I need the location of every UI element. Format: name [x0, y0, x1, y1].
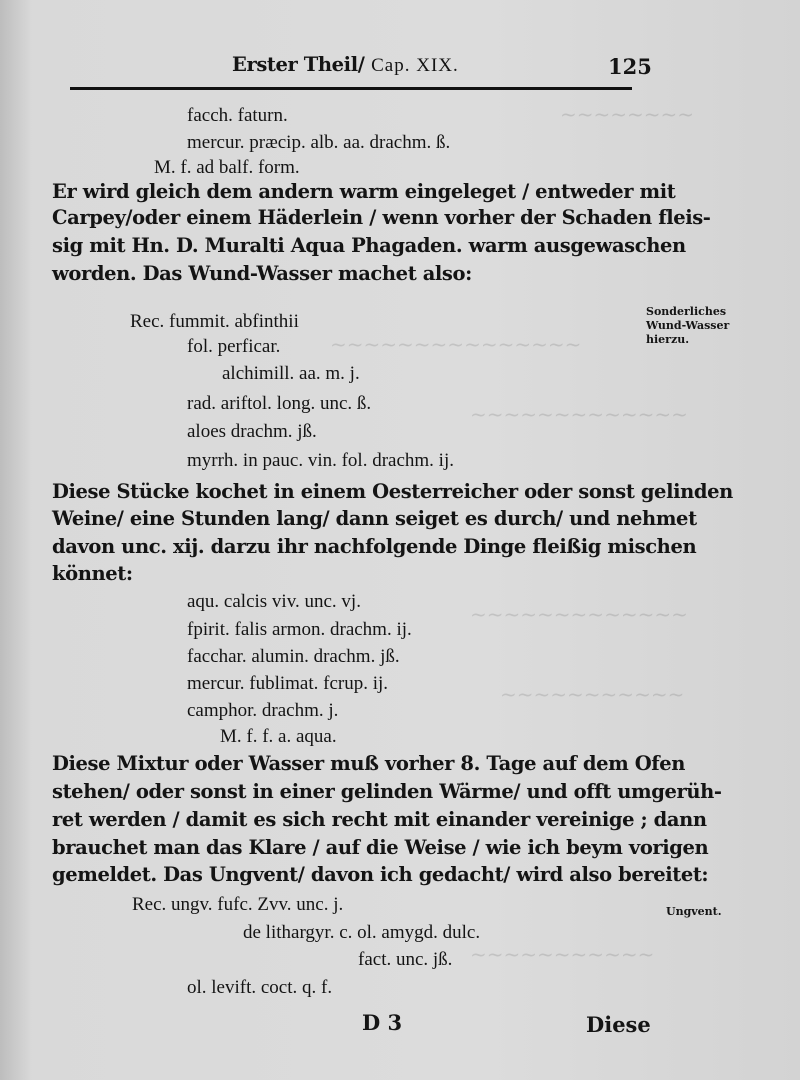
text-line: aqu. calcis viv. unc. vj.	[187, 591, 361, 612]
text-line: fpirit. falis armon. drachm. ij.	[187, 619, 412, 640]
bleed-through: ~~~~~~~~~~~~~	[470, 602, 688, 626]
text-line: Diese Mixtur oder Wasser muß vorher 8. Tage auf dem Ofen	[52, 752, 686, 775]
text-line: davon unc. xij. darzu ihr nachfolgende Dinge fleißig mischen	[52, 535, 697, 558]
text-line: sig mit Hn. D. Muralti Aqua Phagaden. warm ausgewaschen	[52, 234, 686, 257]
text-line: fol. perficar.	[187, 336, 281, 357]
text-line: könnet:	[52, 562, 133, 585]
chapter-label: Cap. XIX.	[371, 55, 459, 76]
text-line: Carpey/oder einem Häderlein / wenn vorher der Schaden fleis-	[52, 206, 711, 229]
text-line: mercur. præcip. alb. aa. drachm. ß.	[187, 132, 451, 153]
text-line: fact. unc. jß.	[358, 949, 453, 970]
text-line: ol. levift. coct. q. f.	[187, 977, 333, 998]
text-line: Weine/ eine Stunden lang/ dann seiget es durch/ und nehmet	[52, 507, 697, 530]
text-line: mercur. fublimat. fcrup. ij.	[187, 673, 389, 694]
text-line: M. f. f. a. aqua.	[220, 726, 337, 747]
text-line: Er wird gleich dem andern warm eingeleget / entweder mit	[52, 180, 676, 203]
text-line: stehen/ oder sonst in einer gelinden Wärme/ und offt umgerüh-	[52, 780, 722, 803]
margin-note: Sonderliches Wund-Wasser hierzu.	[646, 305, 730, 346]
bleed-through: ~~~~~~~~	[560, 102, 695, 126]
text-line: brauchet man das Klare / auf die Weise / wie ich beym vorigen	[52, 836, 709, 859]
signature-mark: D 3	[362, 1010, 403, 1035]
text-line: ret werden / damit es sich recht mit einander vereinige ; dann	[52, 808, 707, 831]
text-line: Rec. ungv. fufc. Zvv. unc. j.	[132, 894, 344, 915]
page-number: 125	[608, 54, 652, 79]
text-line: facchar. alumin. drachm. jß.	[187, 646, 400, 667]
catchword: Diese	[586, 1012, 651, 1037]
running-title: Erster Theil/	[232, 53, 365, 76]
bleed-through: ~~~~~~~~~~~~~~~	[330, 332, 582, 356]
bleed-through: ~~~~~~~~~~~	[470, 942, 655, 966]
header-rule	[70, 87, 632, 90]
margin-note: Ungvent.	[666, 905, 722, 918]
text-line: camphor. drachm. j.	[187, 700, 339, 721]
text-line: aloes drachm. jß.	[187, 421, 317, 442]
text-line: Diese Stücke kochet in einem Oesterreicher oder sonst gelinden	[52, 480, 733, 503]
text-line: worden. Das Wund-Wasser machet also:	[52, 262, 472, 285]
text-line: alchimill. aa. m. j.	[222, 363, 360, 384]
text-line: Rec. fummit. abfinthii	[130, 311, 299, 332]
text-line: rad. ariftol. long. unc. ß.	[187, 393, 372, 414]
bleed-through: ~~~~~~~~~~~	[500, 682, 685, 706]
bleed-through: ~~~~~~~~~~~~~	[470, 402, 688, 426]
text-line: gemeldet. Das Ungvent/ davon ich gedacht/ wird also bereitet:	[52, 863, 709, 886]
text-line: myrrh. in pauc. vin. fol. drachm. ij.	[187, 450, 454, 471]
text-line: facch. faturn.	[187, 105, 288, 126]
running-header	[232, 52, 459, 77]
text-line: M. f. ad balf. form.	[154, 157, 300, 178]
text-line: de lithargyr. c. ol. amygd. dulc.	[243, 922, 481, 943]
